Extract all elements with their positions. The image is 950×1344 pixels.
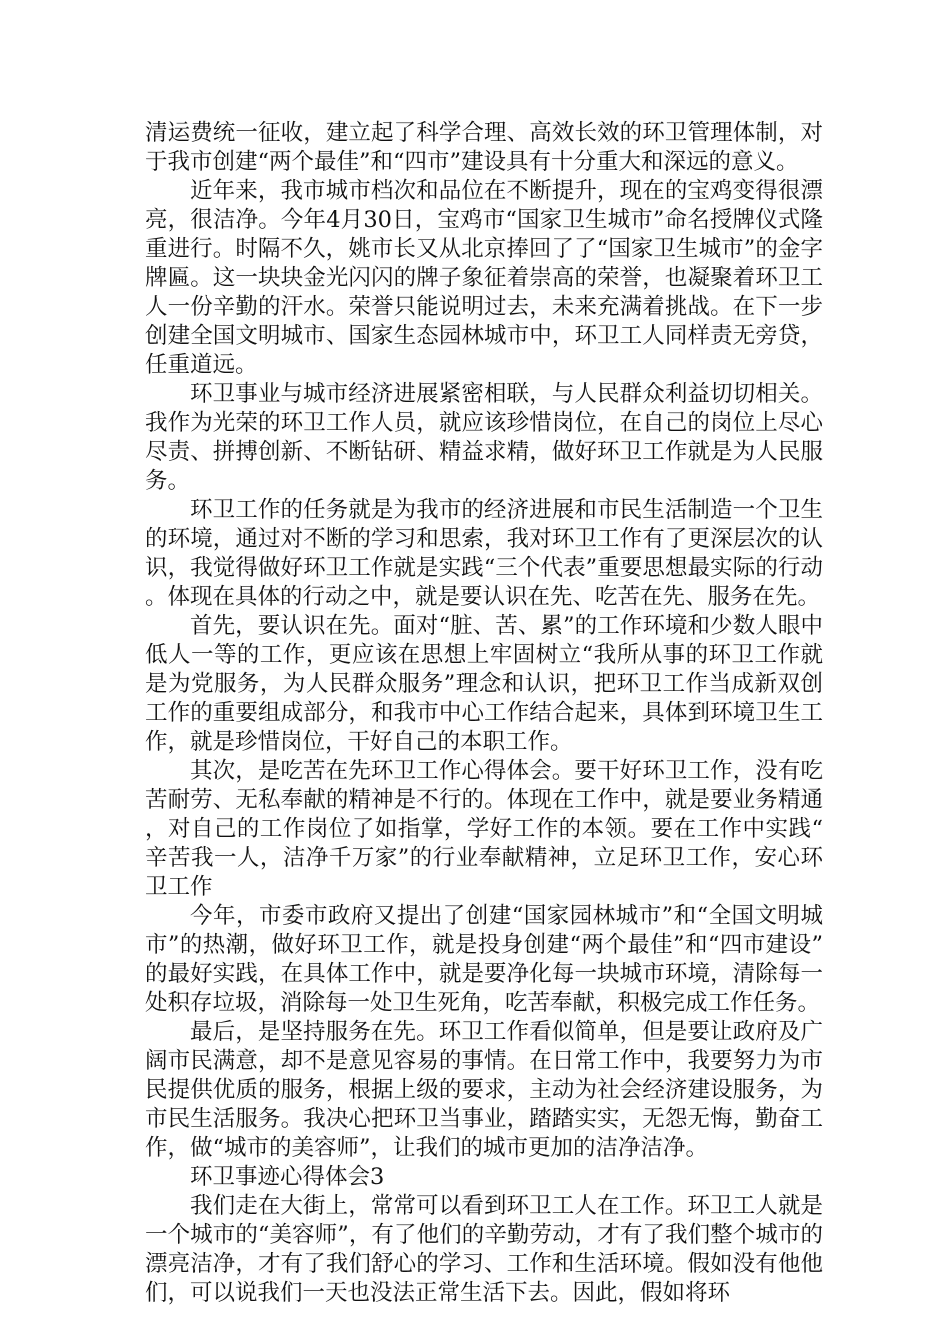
paragraph-4: 环卫工作的任务就是为我市的经济进展和市民生活制造一个卫生的环境，通过对不断的学习和思索，我对环卫工作有了更深层次的认识，我觉得做好环卫工作就是实践“三个代表”重要思想最实际的行动。体现在具体的行动之中，就是要认识在先、吃苦在先、服务在先。 <box>145 497 823 610</box>
paragraph-1: 清运费统一征收，建立起了科学合理、高效长效的环卫管理体制，对于我市创建“两个最佳”和“四市”建设具有十分重大和深远的意义。 <box>145 120 823 175</box>
document-page <box>145 119 823 1308</box>
paragraph-2: 近年来，我市城市档次和品位在不断提升，现在的宝鸡变得很漂亮，很洁净。今年4月30日，宝鸡市“国家卫生城市”命名授牌仪式隆重进行。时隔不久，姚市长又从北京捧回了了“国家卫生城市”的金字牌匾。这一块块金光闪闪的牌子象征着崇高的荣誉，也凝聚着环卫工人一份辛勤的汗水。荣誉只能说明过去，未来充满着挑战。在下一步创建全国文明城市、国家生态园林城市中，环卫工人同样责无旁贷，任重道远。 <box>145 178 823 378</box>
paragraph-6: 其次，是吃苦在先环卫工作心得体会。要干好环卫工作，没有吃苦耐劳、无私奉献的精神是不行的。体现在工作中，就是要业务精通，对自己的工作岗位了如指掌，学好工作的本领。要在工作中实践“辛苦我一人，洁净千万家”的行业奉献精神，立足环卫工作，安心环卫工作 <box>145 758 823 900</box>
paragraph-5: 首先，要认识在先。面对“脏、苦、累”的工作环境和少数人眼中低人一等的工作，更应该在思想上牢固树立“我所从事的环卫工作就是为党服务，为人民群众服务”理念和认识，把环卫工作当成新双创工作的重要组成部分，和我市中心工作结合起来，具体到环境卫生工作，就是珍惜岗位，干好自己的本职工作。 <box>145 613 823 755</box>
paragraph-9: 我们走在大街上，常常可以看到环卫工人在工作。环卫工人就是一个城市的“美容师”，有了他们的辛勤劳动，才有了我们整个城市的漂亮洁净，才有了我们舒心的学习、工作和生活环境。假如没有他他们，可以说我们一天也没法正常生活下去。因此，假如将环 <box>145 1193 823 1306</box>
paragraph-8: 最后，是坚持服务在先。环卫工作看似简单，但是要让政府及广阔市民满意，却不是意见容易的事情。在日常工作中，我要努力为市民提供优质的服务，根据上级的要求，主动为社会经济建设服务，为市民生活服务。我决心把环卫当事业，踏踏实实，无怨无悔，勤奋工作，做“城市的美容师”，让我们的城市更加的洁净洁净。 <box>145 1019 823 1161</box>
paragraph-3: 环卫事业与城市经济进展紧密相联，与人民群众利益切切相关。我作为光荣的环卫工作人员，就应该珍惜岗位，在自己的岗位上尽心尽责、拼搏创新、不断钻研、精益求精，做好环卫工作就是为人民服务。 <box>145 381 823 494</box>
section-heading: 环卫事迹心得体会3 <box>190 1164 385 1190</box>
paragraph-7: 今年，市委市政府又提出了创建“国家园林城市”和“全国文明城市”的热潮，做好环卫工作，就是投身创建“两个最佳”和“四市建设”的最好实践，在具体工作中，就是要净化每一块城市环境，清除每一处积存垃圾，消除每一处卫生死角，吃苦奉献，积极完成工作任务。 <box>145 903 823 1016</box>
